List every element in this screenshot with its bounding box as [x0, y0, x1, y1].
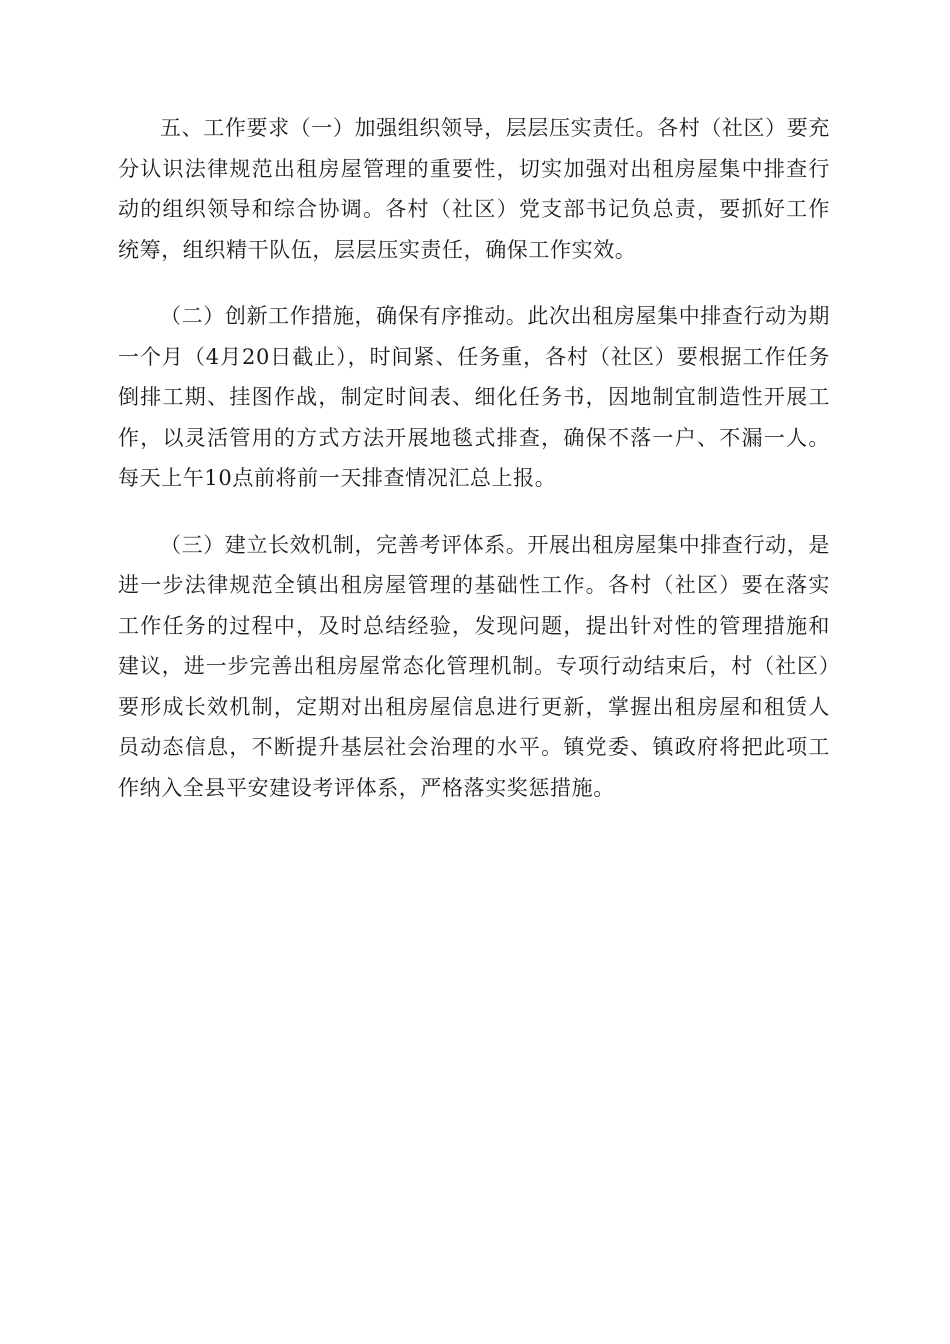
paragraph-work-requirements-3: （三）建立长效机制，完善考评体系。开展出租房屋集中排查行动，是进一步法律规范全镇出租房屋管理的基础性工作。各村（社区）要在落实工作任务的过程中，及时总结经验，发现问题，提出针对性的管理措施和建议，进一步完善出租房屋常态化管理机制。专项行动结束后，村（社区）要形成长效机制，定期对出租房屋信息进行更新，掌握出租房屋和租赁人员动态信息，不断提升基层社会治理的水平。镇党委、镇政府将把此项工作纳入全县平安建设考评体系，严格落实奖惩措施。	[118, 532, 830, 800]
paragraph-work-requirements-2: （二）创新工作措施，确保有序推动。此次出租房屋集中排查行动为期一个月（4月20日截止），时间紧、任务重，各村（社区）要根据工作任务倒排工期、挂图作战，制定时间表、细化任务书，因地制宜制造性开展工作，以灵活管用的方式方法开展地毯式排查，确保不落一户、不漏一人。每天上午10点前将前一天排查情况汇总上报。	[118, 304, 830, 490]
paragraph-work-requirements-1: 五、工作要求（一）加强组织领导，层层压实责任。各村（社区）要充分认识法律规范出租房屋管理的重要性，切实加强对出租房屋集中排查行动的组织领导和综合协调。各村（社区）党支部书记负总责，要抓好工作统筹，组织精干队伍，层层压实责任，确保工作实效。	[118, 116, 830, 262]
document-body	[118, 108, 830, 834]
